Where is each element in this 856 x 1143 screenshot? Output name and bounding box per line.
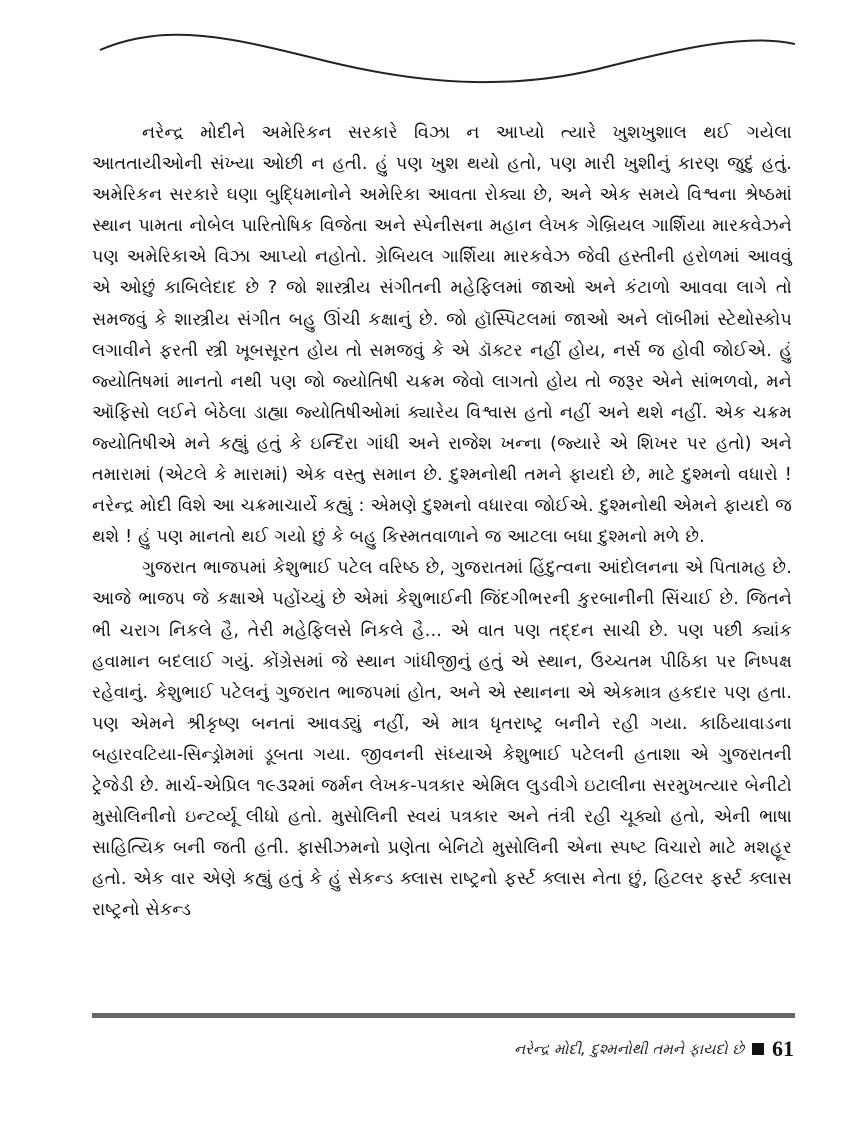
- page-footer: [514, 1036, 794, 1062]
- square-bullet-icon: [752, 1043, 764, 1055]
- running-title: નરેન્દ્ર મોદી, દુશ્મનોથી તમને ફાયદો છે: [513, 1040, 744, 1058]
- body-text: [92, 118, 792, 926]
- paragraph-2: ગુજરાત ભાજપમાં કેશુભાઈ પટેલ વરિષ્ઠ છે, ગુજરાતમાં હિંદુત્વના આંદોલનના એ પિતામહ છે. આજે ભાજપ જે કક્ષાએ પહોંચ્યું છે એમાં કેશુભાઈની જિંદગીભરની કુરબાનીની સિંચાઈ છે. જિતને ભી ચરાગ નિકલે હૈ, તેરી મહેફિલસે નિકલે હૈ... એ વાત પણ તદ્દન સાચી છે. પણ પછી ક્યાંક હવામાન બદલાઈ ગયું. કોંગ્રેસમાં જે સ્થાન ગાંધીજીનું હતું એ સ્થાન, ઉચ્ચતમ પીઠિકા પર નિષ્પક્ષ રહેવાનું. કેશુભાઈ પટેલનું ગુજરાત ભાજપમાં હોત, અને એ સ્થાનના એ એકમાત્ર હકદાર પણ હતા. પણ એમને શ્રીકૃષ્ણ બનતાં આવડ્યું નહીં, એ માત્ર ધૃતરાષ્ટ્ર બનીને રહી ગયા. કાઠિયાવાડના બહારવટિયા-સિન્ડ્રોમમાં ડૂબતા ગયા. જીવનની સંધ્યાએ કેશુભાઈ પટેલની હતાશા એ ગુજરાતની ટ્રેજેડી છે. માર્ચ-એપ્રિલ ૧૯૩૨માં જર્મન લેખક-પત્રકાર એમિલ લુડવીગે ઇટાલીના સરમુખત્યાર બેનીટો મુસોલિનીનો ઇન્ટર્વ્યૂ લીધો હતો. મુસોલિની સ્વયં પત્રકાર અને તંત્રી રહી ચૂક્યો હતો, એની ભાષા સાહિત્યિક બની જતી હતી. ફાસીઝમનો પ્રણેતા બેનિટો મુસોલિની એના સ્પષ્ટ વિચારો માટે મશહૂર હતો. એક વાર એણે કહ્યું હતું કે હું સેકન્ડ ક્લાસ રાષ્ટ્રનો ફર્સ્ટ ક્લાસ નેતા છું, હિટલર ફર્સ્ટ ક્લાસ રાષ્ટ્રનો સેકન્ડ: [92, 558, 792, 921]
- footer-rule: [92, 1013, 795, 1018]
- page-number: 61: [772, 1036, 794, 1061]
- paragraph-1: નરેન્દ્ર મોદીને અમેરિકન સરકારે વિઝા ન આપ્યો ત્યારે ખુશખુશાલ થઈ ગયેલા આતતાયીઓની સંખ્યા ઓછી ન હતી. હું પણ ખુશ થયો હતો, પણ મારી ખુશીનું કારણ જુદું હતું. અમેરિકન સરકારે ઘણા બુદ્ધિમાનોને અમેરિકા આવતા રોક્યા છે, અને એક સમયે વિશ્વના શ્રેષ્ઠમાં સ્થાન પામતા નોબેલ પારિતોષિક વિજેતા અને સ્પેનીસના મહાન લેખક ગેબ્રિયલ ગાર્શિયા મારકવેઝને પણ અમેરિકાએ વિઝા આપ્યો નહોતો. ગ્રેબિયલ ગાર્શિયા મારકવેઝ જેવી હસ્તીની હરોળમાં આવવું એ ઓછું કાબિલેદાદ છે ? જો શાસ્ત્રીય સંગીતની મહેફિલમાં જાઓ અને કંટાળો આવવા લાગે તો સમજવું કે શાસ્ત્રીય સંગીત બહુ ઊંચી કક્ષાનું છે. જો હૉસ્પિટલમાં જાઓ અને લૉબીમાં સ્ટેથોસ્કોપ લગાવીને ફરતી સ્ત્રી ખૂબસૂરત હોય તો સમજવું કે એ ડૉક્ટર નહીં હોય, નર્સ જ હોવી જોઈએ. હું જ્યોતિષમાં માનતો નથી પણ જો જ્યોતિષી ચક્રમ જેવો લાગતો હોય તો જરૂર એને સાંભળવો, મને ઑફિસો લઈને બેઠેલા ડાહ્યા જ્યોતિષીઓમાં ક્યારેય વિશ્વાસ હતો નહીં અને થશે નહીં. એક ચક્રમ જ્યોતિષીએ મને કહ્યું હતું કે ઇન્દિરા ગાંધી અને રાજેશ ખન્ના (જ્યારે એ શિખર પર હતો) અને તમારામાં (એટલે કે મારામાં) એક વસ્તુ સમાન છે. દુશ્મનોથી તમને ફાયદો છે, માટે દુશ્મનો વધારો ! નરેન્દ્ર મોદી વિશે આ ચક્રમાચાર્યે કહ્યું : એમણે દુશ્મનો વધારવા જોઈએ. દુશ્મનોથી એમને ફાયદો જ થશે ! હું પણ માનતો થઈ ગયો છું કે બહુ કિસ્મતવાળાને જ આટલા બધા દુશ્મનો મળે છે.: [92, 123, 792, 548]
- top-decorative-curve: [0, 0, 856, 110]
